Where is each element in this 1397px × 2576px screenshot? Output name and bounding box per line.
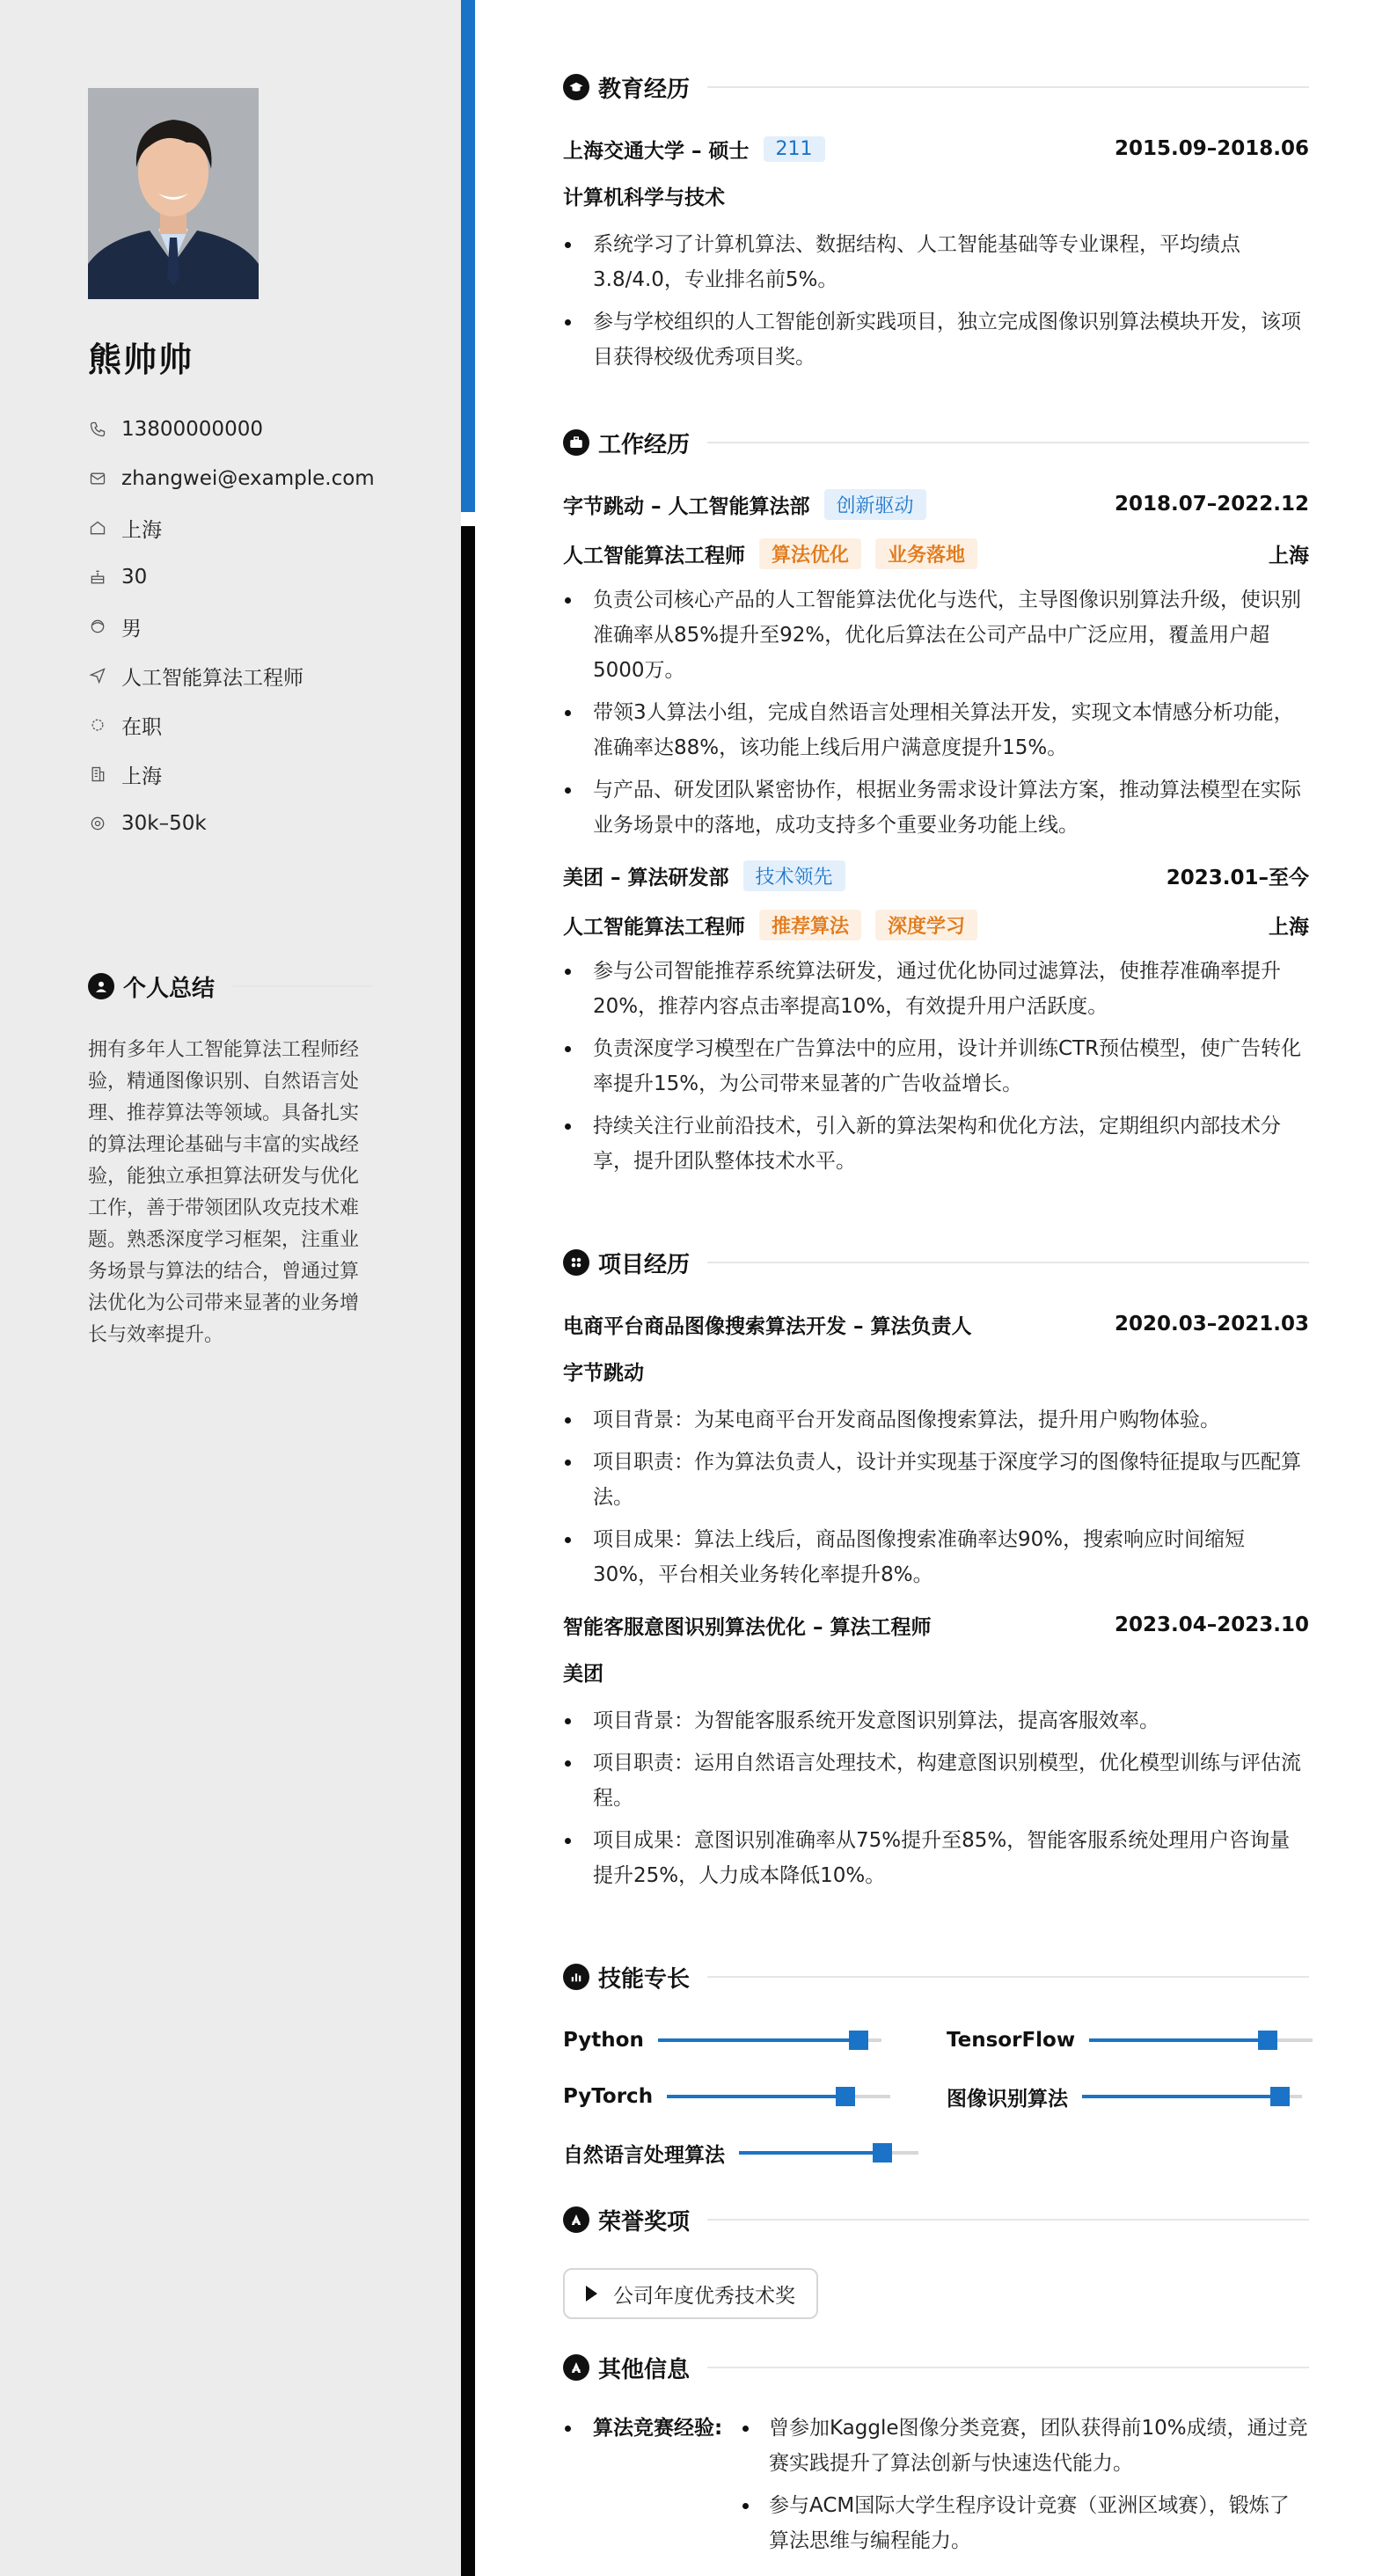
projects-title: 项目经历 <box>598 1251 691 1278</box>
work-header <box>563 428 1309 457</box>
other-section <box>563 2353 1309 2382</box>
list-item: 项目成果：意图识别准确率从75%提升至85%，智能客服系统处理用户咨询量提升25%，人力成本降低10%。 <box>563 1823 1309 1893</box>
skill-bar-knob <box>849 2031 868 2050</box>
skill-item <box>563 2025 881 2055</box>
contact-status-value: 在职 <box>121 715 162 739</box>
education-section <box>563 72 1309 382</box>
award-chip <box>563 2268 818 2319</box>
graduation-cap-icon <box>563 74 589 100</box>
other-list <box>739 2411 1309 2565</box>
list-item: 项目背景：为某电商平台开发商品图像搜索算法，提升用户购物体验。 <box>563 1402 1309 1438</box>
education-title: 教育经历 <box>598 76 691 103</box>
other-title: 其他信息 <box>598 2356 691 2383</box>
contact-position <box>88 651 375 700</box>
skill-bar-fill <box>1082 2095 1280 2098</box>
skill-item <box>563 2138 918 2168</box>
projects-section <box>563 1248 1309 1900</box>
job-1-tag: 创新驱动 <box>824 489 926 520</box>
avatar-portrait-icon <box>88 88 259 299</box>
job-2-company: 美团 – 算法研发部 <box>563 866 729 889</box>
skill-bar-fill <box>658 2038 859 2042</box>
education-major: 计算机科学与技术 <box>563 187 725 209</box>
education-tag: 211 <box>764 136 825 162</box>
projects-header <box>563 1248 1309 1277</box>
skill-bar-knob <box>836 2087 855 2106</box>
skill-name: PyTorch <box>563 2085 654 2108</box>
list-item: 参与学校组织的人工智能创新实践项目，独立完成图像识别算法模块开发，该项目获得校级优秀项目奖。 <box>563 304 1309 375</box>
contact-phone-value: 13800000000 <box>121 418 263 441</box>
skill-name: TensorFlow <box>947 2029 1076 2052</box>
skill-item <box>947 2025 1313 2055</box>
job-2-role-tag: 深度学习 <box>875 910 977 940</box>
contact-status <box>88 700 375 750</box>
contact-list <box>88 405 375 848</box>
accent-bar-black <box>461 526 475 2576</box>
list-item: 参与ACM国际大学生程序设计竞赛（亚洲区域赛），锻炼了算法思维与编程能力。 <box>739 2488 1309 2558</box>
honors-header <box>563 2205 1309 2235</box>
skill-bar <box>658 2038 881 2042</box>
skill-item <box>947 2082 1302 2111</box>
status-icon <box>88 715 107 735</box>
summary-text: 拥有多年人工智能算法工程师经验，精通图像识别、自然语言处理、推荐算法等领域。具备扎实的算法理论基础与丰富的实战经验，能独立承担算法研发与优化工作，善于带领团队攻克技术难题。熟悉深度学习框架，注重业务场景与算法的结合，曾通过算法优化为公司带来显著的业务增长与效率提升。 <box>88 1039 360 1346</box>
contact-age <box>88 553 375 602</box>
job-1-bullets <box>563 582 1309 843</box>
summary-title: 个人总结 <box>123 975 216 1002</box>
job-2-tag: 技术领先 <box>743 860 845 891</box>
work-divider <box>707 442 1309 443</box>
skills-header <box>563 1962 1309 1992</box>
work-title: 工作经历 <box>598 431 691 458</box>
education-date: 2015.09–2018.06 <box>1114 137 1309 160</box>
info-icon <box>563 2354 589 2381</box>
skill-bar-knob <box>1258 2031 1277 2050</box>
skill-bar-knob <box>1270 2087 1290 2106</box>
accent-bar-blue <box>461 0 475 512</box>
job-2-role: 人工智能算法工程师 <box>563 915 745 939</box>
job-2-bullets <box>563 954 1309 1179</box>
send-icon <box>88 666 107 685</box>
honors-title: 荣誉奖项 <box>598 2208 691 2236</box>
list-item: 项目职责：作为算法负责人，设计并实现基于深度学习的图像特征提取与匹配算法。 <box>563 1445 1309 1515</box>
job-2 <box>563 860 1309 1179</box>
skills-divider <box>707 1976 1309 1978</box>
job-1-location: 上海 <box>1269 544 1309 567</box>
skill-bar <box>1089 2038 1313 2042</box>
honors-section <box>563 2205 1309 2235</box>
job-2-date: 2023.01–至今 <box>1166 866 1309 889</box>
skills-header-block <box>563 1962 1309 1992</box>
other-content <box>563 2411 1309 2565</box>
work-section <box>563 428 1309 1186</box>
job-2-row <box>563 860 1309 890</box>
contact-email-value: zhangwei@example.com <box>121 467 375 490</box>
project-2-name: 智能客服意图识别算法优化 – 算法工程师 <box>563 1615 932 1639</box>
project-2-row <box>563 1610 1309 1640</box>
home-icon <box>88 518 107 538</box>
list-item: 项目职责：运用自然语言处理技术，构建意图识别模型，优化模型训练与评估流程。 <box>563 1745 1309 1816</box>
job-1-company: 字节跳动 – 人工智能算法部 <box>563 494 810 518</box>
skills-title: 技能专长 <box>598 1965 691 1993</box>
play-icon <box>586 2286 597 2302</box>
job-1-row <box>563 489 1309 519</box>
skill-bar-fill <box>739 2151 882 2155</box>
education-row <box>563 134 1309 164</box>
project-1-org: 字节跳动 <box>563 1362 644 1385</box>
summary-header <box>88 971 373 1001</box>
skill-name: 自然语言处理算法 <box>563 2143 725 2167</box>
job-1-role: 人工智能算法工程师 <box>563 544 745 567</box>
list-item: 持续关注行业前沿技术，引入新的算法架构和优化方法，定期组织内部技术分享，提升团队整体技术水平。 <box>563 1109 1309 1179</box>
project-1-name: 电商平台商品图像搜索算法开发 – 算法负责人 <box>563 1314 972 1338</box>
summary-divider <box>232 985 373 987</box>
education-header <box>563 72 1309 102</box>
contact-gender-value: 男 <box>121 617 142 640</box>
other-label: 算法竞赛经验: <box>563 2411 739 2565</box>
contact-email <box>88 454 375 503</box>
list-item: 负责深度学习模型在广告算法中的应用，设计并训练CTR预估模型，使广告转化率提升15%，为公司带来显著的广告收益增长。 <box>563 1031 1309 1101</box>
skill-bar-fill <box>1089 2038 1268 2042</box>
project-2-date: 2023.04–2023.10 <box>1114 1614 1309 1636</box>
user-icon <box>88 973 114 999</box>
candidate-name: 熊帅帅 <box>88 340 194 379</box>
contact-age-value: 30 <box>121 566 148 589</box>
contact-position-value: 人工智能算法工程师 <box>121 666 304 690</box>
skill-bar <box>739 2151 918 2155</box>
project-1-row <box>563 1309 1309 1339</box>
list-item: 负责公司核心产品的人工智能算法优化与迭代，主导图像识别算法升级，使识别准确率从85%提升至92%，优化后算法在公司产品中广泛应用，覆盖用户超5000万。 <box>563 582 1309 688</box>
honors-divider <box>707 2219 1309 2221</box>
list-item: 项目背景：为智能客服系统开发意图识别算法，提高客服效率。 <box>563 1703 1309 1738</box>
job-1-role-row <box>563 538 1309 568</box>
list-item: 系统学习了计算机算法、数据结构、人工智能基础等专业课程，平均绩点3.8/4.0，专业排名前5%。 <box>563 227 1309 297</box>
other-divider <box>707 2367 1309 2368</box>
list-item: 参与公司智能推荐系统算法研发，通过优化协同过滤算法，使推荐准确率提升20%，推荐内容点击率提高10%，有效提升用户活跃度。 <box>563 954 1309 1024</box>
sidebar <box>0 0 461 2576</box>
contact-city-value: 上海 <box>121 765 162 788</box>
list-item: 项目成果：算法上线后，商品图像搜索准确率达90%，搜索响应时间缩短30%，平台相关业务转化率提升8%。 <box>563 1522 1309 1592</box>
skill-bar-fill <box>667 2095 845 2098</box>
skill-item <box>563 2082 890 2111</box>
grid-icon <box>563 1249 589 1276</box>
project-1-bullets <box>563 1402 1309 1592</box>
skill-name: 图像识别算法 <box>947 2087 1068 2111</box>
list-item: 与产品、研发团队紧密协作，根据业务需求设计算法方案，推动算法模型在实际业务场景中的落地，成功支持多个重要业务功能上线。 <box>563 772 1309 843</box>
contact-home-value: 上海 <box>121 518 162 542</box>
job-1-date: 2018.07–2022.12 <box>1114 493 1309 516</box>
list-item: 曾参加Kaggle图像分类竞赛，团队获得前10%成绩，通过竞赛实践提升了算法创新与快速迭代能力。 <box>739 2411 1309 2481</box>
education-school: 上海交通大学 – 硕士 <box>563 139 750 163</box>
salary-icon <box>88 814 107 833</box>
avatar <box>88 88 259 299</box>
job-2-role-row <box>563 910 1309 940</box>
contact-city <box>88 750 375 799</box>
skill-bar <box>1082 2095 1302 2098</box>
project-2 <box>563 1610 1309 1893</box>
project-1 <box>563 1309 1309 1592</box>
projects-divider <box>707 1262 1309 1263</box>
project-1-date: 2020.03–2021.03 <box>1114 1313 1309 1336</box>
education-bullets <box>563 227 1309 375</box>
contact-phone <box>88 405 375 454</box>
job-1-role-tag: 算法优化 <box>759 538 861 569</box>
contact-home <box>88 503 375 553</box>
list-item: 带领3人算法小组，完成自然语言处理相关算法开发，实现文本情感分析功能，准确率达88%，该功能上线后用户满意度提升15%。 <box>563 695 1309 765</box>
skill-bar <box>667 2095 890 2098</box>
briefcase-icon <box>563 429 589 456</box>
mail-icon <box>88 469 107 488</box>
building-icon <box>88 765 107 784</box>
contact-salary-value: 30k–50k <box>121 812 207 835</box>
award-icon <box>563 2206 589 2233</box>
project-2-org: 美团 <box>563 1663 603 1686</box>
award-name: 公司年度优秀技术奖 <box>613 2284 795 2308</box>
project-2-bullets <box>563 1703 1309 1893</box>
contact-salary <box>88 799 375 848</box>
contact-gender <box>88 602 375 651</box>
education-divider <box>707 86 1309 88</box>
other-header <box>563 2353 1309 2382</box>
cake-icon <box>88 567 107 587</box>
job-1-role-tag: 业务落地 <box>875 538 977 569</box>
job-2-role-tag: 推荐算法 <box>759 910 861 940</box>
phone-icon <box>88 420 107 439</box>
skill-bar-knob <box>873 2143 892 2163</box>
job-2-location: 上海 <box>1269 915 1309 939</box>
bar-chart-icon <box>563 1964 589 1990</box>
skill-name: Python <box>563 2029 644 2052</box>
gender-icon <box>88 617 107 636</box>
job-1 <box>563 489 1309 843</box>
